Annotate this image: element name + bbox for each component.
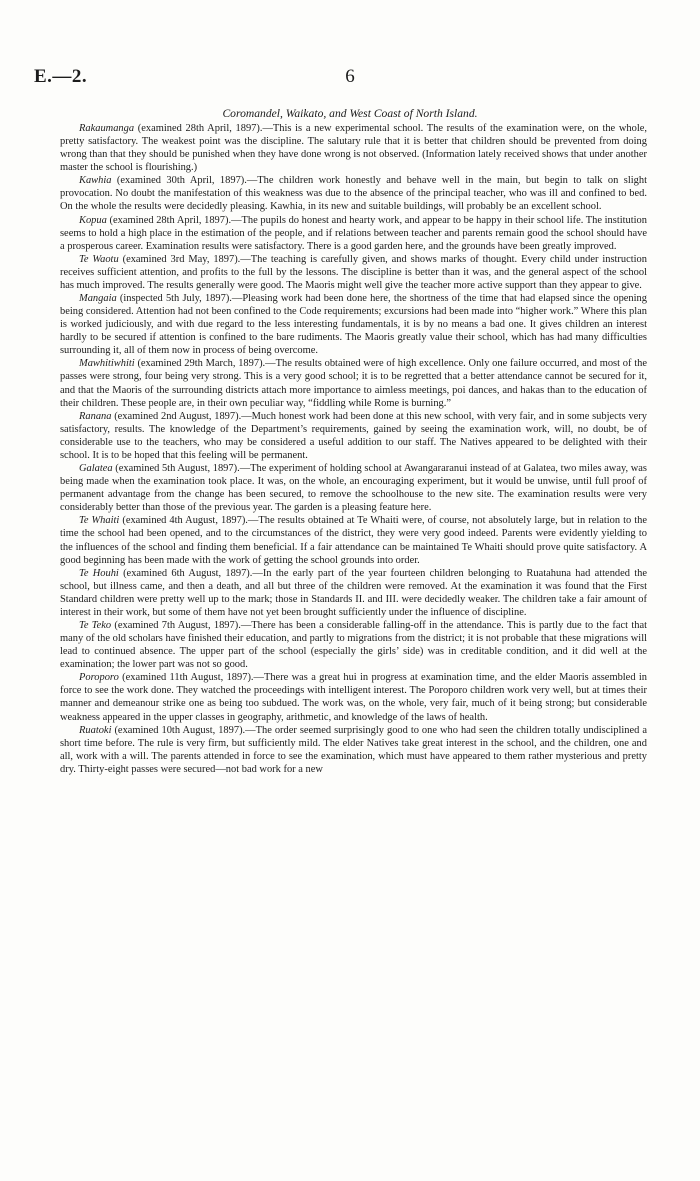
- school-name: Kopua: [79, 214, 107, 226]
- report-text: (examined 28th April, 1897).—The pupils do honest and hearty work, and appear to be happy in their school life. The institution seems to hold a high place in the estimation of the people, and if relations between teacher and parents remain good the school should have a prosperous career. Examination results were satisfactory. There is a good garden here, and the grounds have been greatly improved.: [60, 214, 647, 252]
- page-header: [34, 66, 666, 88]
- school-report-paragraph: [60, 122, 647, 174]
- school-name: Rakaumanga: [79, 123, 135, 134]
- report-text: (examined 7th August, 1897).—There has been a considerable falling-off in the attendance. This is partly due to the fact that many of the old scholars have finished their education, and partly to migrations from the district; it is not probable that these migrations will lead to continued absence. The upper part of the school (especially the girls’ side) was in creditable condition, and it did well at the examination; the lower part was not so good.: [60, 619, 647, 671]
- school-report-paragraph: [60, 214, 647, 253]
- school-report-paragraph: [60, 357, 647, 409]
- school-name: Te Whaiti: [79, 515, 120, 527]
- school-name: Te Waotu: [79, 253, 119, 265]
- school-name: Ranana: [79, 410, 112, 422]
- document-reference: E.—2.: [34, 66, 88, 87]
- report-text: (examined 30th April, 1897).—The children work honestly and behave well in the main, but begin to talk on slight provocation. No doubt the manifestation of this weakness was due to the absence of the principal teacher, who was ill and confined to bed. On the whole the results were decidedly pleasing. Kawhia, in its new and suitable buildings, will probably be an excellent school.: [60, 175, 647, 213]
- school-report-paragraph: [60, 514, 647, 566]
- school-name: Mawhitiwhiti: [79, 358, 135, 370]
- school-name: Mangaia: [79, 293, 117, 305]
- report-text: (examined 10th August, 1897).—The order seemed surprisingly good to one who had seen the children totally undisciplined a short time before. The rule is very firm, but sufficiently mild. The elder Natives take great interest in the school, and the children, one and all, work with a will. The parents attended in force to see the examination, which must have appeared to them rather mysterious and pretty dry. Thirty-eight passes were secured—not bad work for a new: [60, 724, 647, 775]
- school-name: Te Houhi: [79, 567, 119, 579]
- school-name: Te Teko: [79, 619, 112, 631]
- school-report-paragraph: [60, 174, 647, 213]
- report-text: (examined 2nd August, 1897).—Much honest work had been done at this new school, with very fair, and in some subjects very satisfactory, results. The knowledge of the Department’s requirements, gained by seeing the examination work, will, no doubt, be of considerable use to the teachers, who may be considered a useful addition to our staff. The Natives appeared to be delighted with their school. It is to be hoped that this feeling will be permanent.: [60, 410, 647, 461]
- report-text: (examined 4th August, 1897).—The results obtained at Te Whaiti were, of course, not absolutely large, but in relation to the time the school had been opened, and to the circumstances of the district, they were very good indeed. Parents were evidently yielding to the influences of the school and finding them beneficial. If a fair attendance can be maintained Te Whaiti should prove quite satisfactory. A good beginning has been made with the work of getting the school grounds into order.: [60, 515, 647, 566]
- school-report-paragraph: [60, 462, 647, 514]
- school-name: Kawhia: [79, 175, 112, 187]
- school-report-paragraph: [60, 567, 647, 619]
- report-text: (examined 3rd May, 1897).—The teaching is carefully given, and shows marks of thought. Every child under instruction receives sufficient attention, and profits to the full by the lessons. The discipline is better than it was, and the general aspect of the school has much improved. The results generally were good. The Maoris might well give the teacher more active support than they appear to give.: [60, 253, 647, 291]
- school-name: Galatea: [79, 463, 113, 475]
- report-text: (examined 29th March, 1897).—The results obtained were of high excellence. Only one failure occurred, and most of the passes were strong, four being very strong. This is a very good school; it is to be regretted that a better attendance cannot be secured for it, and that the Maoris of the surrounding districts attach more importance to aimless meetings, poi dances, and hakas than to the education of their children. These people are, in their own peculiar way, “fiddling while Rome is burning.”: [60, 358, 647, 409]
- report-text: (examined 28th April, 1897).—This is a new experimental school. The results of the examination were, on the whole, pretty satisfactory. The weakest point was the discipline. The salutary rule that it is better that children should be prevented from doing wrong than that they should be punished when they have done wrong is not observed. (Information lately received shows that under another master the school is flourishing.): [60, 123, 647, 174]
- page-number: 6: [345, 66, 355, 87]
- school-report-paragraph: [60, 619, 647, 671]
- school-name: Ruatoki: [79, 724, 112, 736]
- school-report-paragraph: [60, 292, 647, 357]
- school-report-paragraph: [60, 410, 647, 462]
- report-text: (inspected 5th July, 1897).—Pleasing work had been done here, the shortness of the time that had elapsed since the opening being considered. Attention had not been confined to the Code requirements; excursions had been made into “higher work.” Where this plan is worked judiciously, and with due regard to the less interesting fundamentals, it is by no means a bad one. It gives children an interest hardly to be secured if attention is confined to the bare rudiments. The Maoris greatly value their school, which has had many difficulties surrounding it, all of them now in process of being overcome.: [60, 293, 647, 357]
- report-text: (examined 5th August, 1897).—The experiment of holding school at Awangararanui instead of at Galatea, two miles away, was being made when the examination took place. It was, on the whole, an encouraging experiment, but it would be unwise, until full proof of permanent advantage from the change has been secured, to remove the schoolhouse to the new site. The examination results were very considerably better than those of the previous year. The garden is a pleasing feature here.: [60, 463, 647, 514]
- report-body: [60, 122, 647, 776]
- report-text: (examined 6th August, 1897).—In the early part of the year fourteen children belonging to Ruatahuna had attended the school, but illness came, and then a death, and all but three of the children were removed. At the examination it was found that the First Standard children were pretty well up to the mark; those in Standards II. and III. were decidedly weaker. The children take a fair amount of interest in their work, but some of them have not yet been brought sufficiently under the influence of discipline.: [60, 567, 647, 618]
- report-text: (examined 11th August, 1897).—There was a great hui in progress at examination time, and the elder Maoris assembled in force to see the work done. They watched the proceedings with intelligent interest. The Poroporo children work very well, but at times their manner and demeanour strike one as being too subdued. The work was, on the whole, very fair, much of it being strong; but considerable weakness appeared in the upper classes in geography, arithmetic, and knowledge of the laws of health.: [60, 672, 647, 723]
- school-report-paragraph: [60, 671, 647, 723]
- school-report-paragraph: [60, 253, 647, 292]
- school-report-paragraph: [60, 724, 647, 776]
- school-name: Poroporo: [79, 672, 119, 684]
- section-heading: Coromandel, Waikato, and West Coast of North Island.: [222, 107, 478, 120]
